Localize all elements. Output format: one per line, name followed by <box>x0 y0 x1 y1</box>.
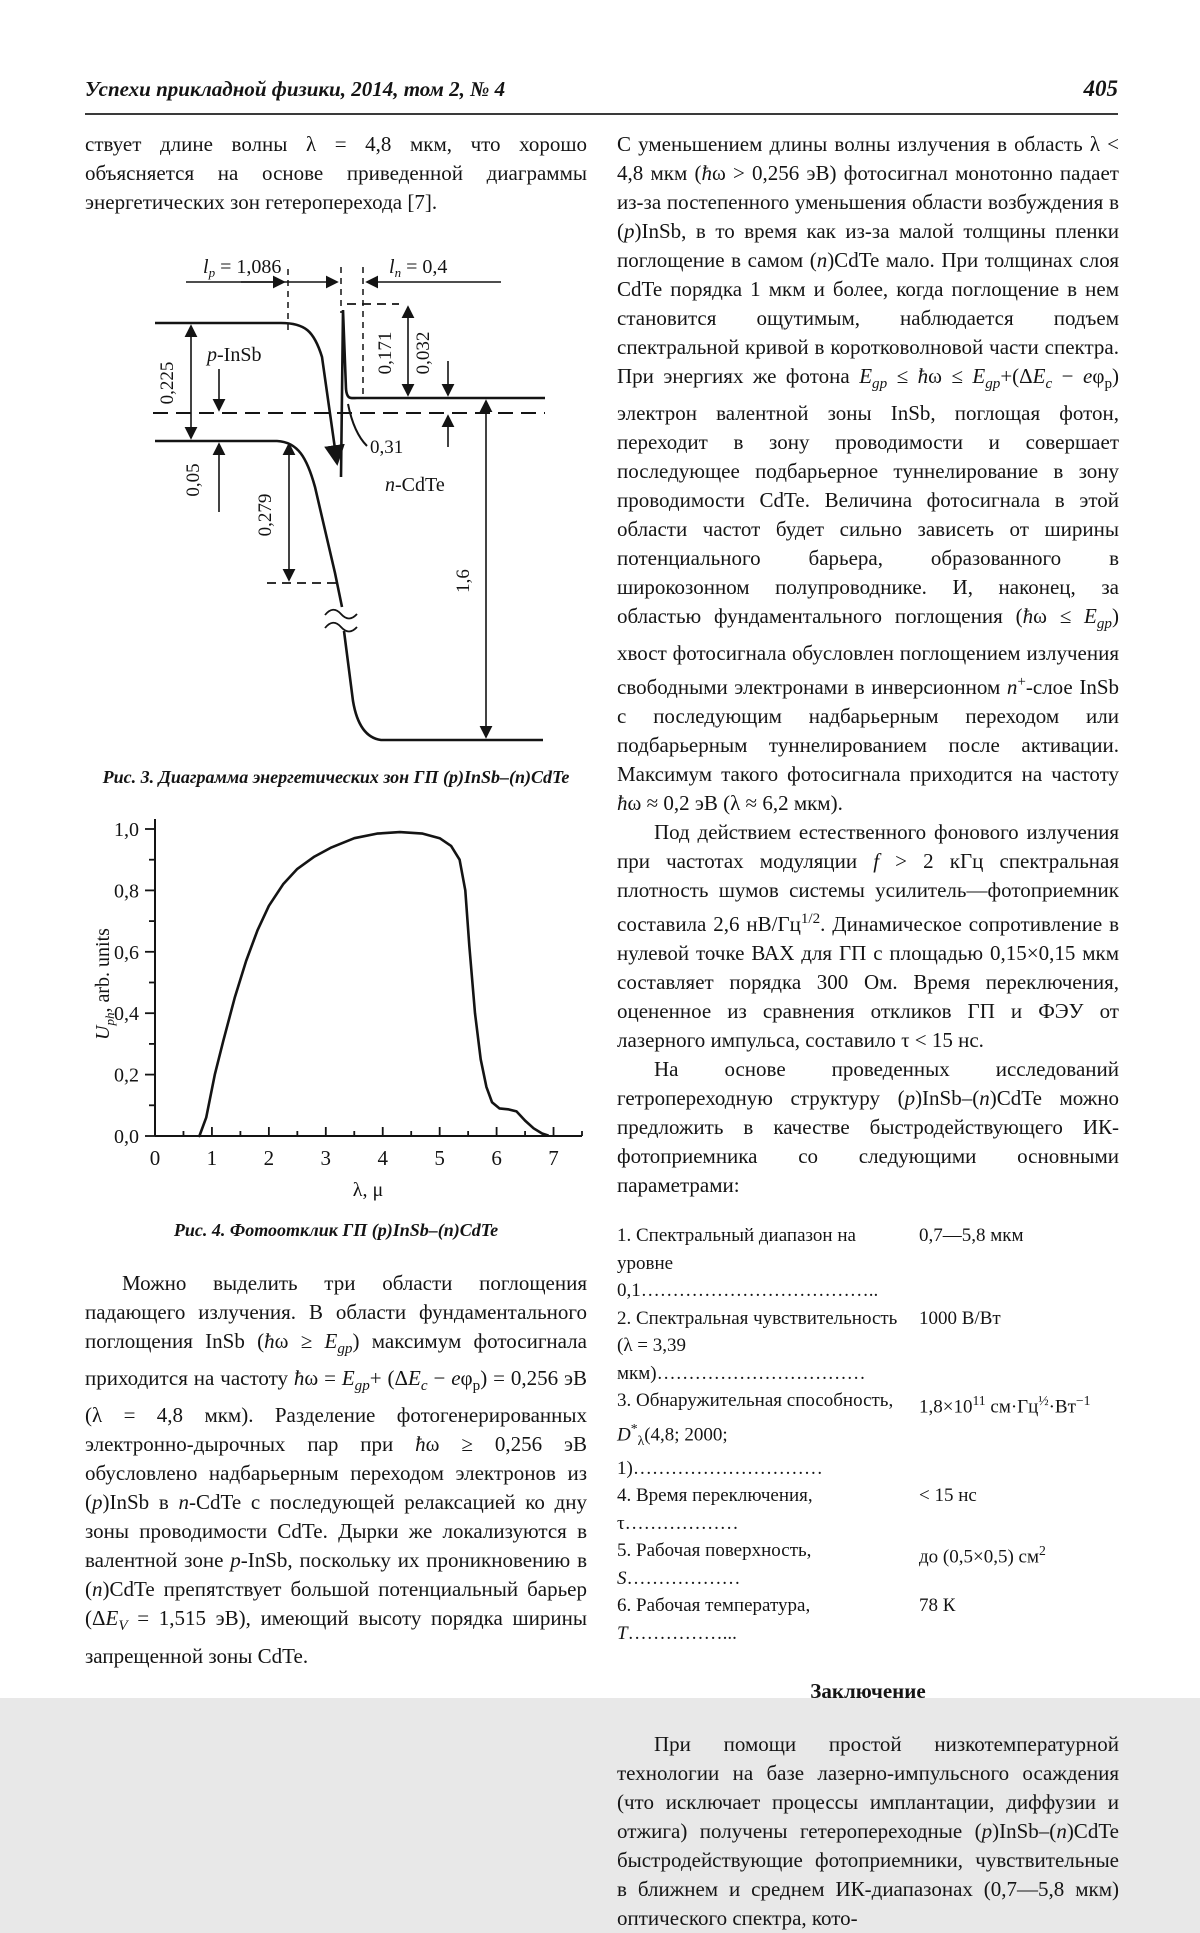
region-label-n-cdte: n-CdTe <box>385 474 445 496</box>
param-label: 3. Обнаружительная способность, $D^*_\lambda(4,8$; 2000; 1)………………………… <box>617 1390 894 1479</box>
param-row <box>617 1387 1119 1482</box>
two-column-layout <box>85 130 1119 1933</box>
tick-label: 0,4 <box>114 1003 139 1026</box>
paragraph-proposal: На основе проведенных исследований гетропереходную структуру (p)InSb–(n)CdTe можно предложить в качестве быстродействующего ИК-фотоприемника со следующими основными параметрами: <box>617 1057 1119 1198</box>
parameters-list <box>617 1222 1119 1647</box>
param-label: 5. Рабочая поверхность, S……………… <box>617 1540 812 1589</box>
tick-label: 0 <box>149 1146 161 1170</box>
tick-label: 5 <box>434 1146 445 1170</box>
header-rule <box>85 113 1118 115</box>
param-label: 1. Спектральный диапазон на уровне 0,1……………………………….. <box>617 1225 879 1302</box>
chart-ticks-and-curve <box>114 819 582 1170</box>
fig4-caption: Рис. 4. Фотоотклик ГП (p)InSb–(n)CdTe <box>173 1220 499 1240</box>
conclusion-heading: Заключение <box>810 1679 926 1703</box>
left-column <box>85 130 587 1933</box>
param-value: 1000 В/Вт <box>919 1307 1001 1329</box>
axis-break-tilde-bottom <box>325 623 357 632</box>
param-value: 78 К <box>919 1595 956 1616</box>
param-row <box>617 1592 1119 1647</box>
tick-label: 0,0 <box>114 1126 139 1148</box>
photoresponse-curve <box>199 832 547 1136</box>
conclusion-paragraph: При помощи простой низкотемпературной технологии на базе лазерно-импульсного осаждения (что исключает процессы имплантации, диффузии и отжига) получены гетеропереходные (p)InSb–(n)CdTe быстродействующие фотоприемники, чувствительные в ближнем и среднем ИК-диапазонах (0,7—5,8 мкм) оптического спектра, кото- <box>617 1732 1119 1930</box>
band-diagram-svg <box>141 231 581 751</box>
journal-title: Успехи прикладной физики, 2014, том 2, № 4 <box>85 77 506 101</box>
param-label: 2. Спектральная чувствительность (λ = 3,39 мкм)…………………………… <box>617 1307 898 1384</box>
dim-0225-label: 0,225 <box>157 361 178 405</box>
figure-4 <box>85 804 587 1209</box>
tick-label: 6 <box>491 1146 502 1170</box>
paragraph-short-wavelength: С уменьшением длины волны излучения в область λ < 4,8 мкм (ħω > 0,256 эВ) фотосигнал монотонно падает из-за постепенного уменьшения области возбуждения в (p)InSb, в то время как из-за малой толщины пленки поглощение в самом (n)CdTe мало. При толщинах слоя CdTe порядка 1 мкм и более, когда поглощение в нем становится ощутимым, наблюдается подъем спектральной кривой в коротковолновой части спектра. При энергиях же фотона $E_{gp}$ ≤ ħω ≤ $E_{gp}+(\Delta E_c - e\varphi_p)$ электрон валентной зоны InSb, поглощая фотон, переходит в зону проводимости и совершает последующее подбарьерное туннелирование в зону проводимости CdTe. Величина фотосигнала в этой области частот будет сильно зависеть от ширины потенциального барьера, образованного в широкозонном полупроводнике. И, наконец, за областью фундаментального поглощения (ħω ≤ $E_{gp}$) хвост фотосигнала обусловлен поглощением излучения свободными электронами в инверсионном n+-слое InSb с последующим надбарьерным переходом или подбарьерным туннелированием после активации. Максимум такого фотосигнала приходится на частоту ħω ≈ 0,2 эВ (λ ≈ 6,2 мкм). <box>617 132 1119 816</box>
tick-label: 1 <box>206 1146 218 1170</box>
dim-0032-label: 0,032 <box>413 331 434 375</box>
page-header <box>85 76 1118 102</box>
param-row <box>617 1482 1119 1537</box>
interface-notch-curve <box>348 404 367 446</box>
dim-031-label: 0,31 <box>370 437 404 458</box>
tick-label: 7 <box>548 1146 559 1170</box>
y-axis-title: $U_{ph}$, arb. units <box>92 928 117 1040</box>
param-row <box>617 1305 1119 1388</box>
right-column <box>617 130 1119 1933</box>
dim-0171-label: 0,171 <box>375 331 396 375</box>
dim-005-label: 0,05 <box>183 463 204 497</box>
axis-break-tilde-top <box>325 610 357 619</box>
tick-label: 2 <box>263 1146 275 1170</box>
param-row <box>617 1222 1119 1305</box>
tick-label: 0,6 <box>114 941 139 964</box>
tick-label: 0,2 <box>114 1064 139 1087</box>
param-row <box>617 1537 1119 1592</box>
region-label-p-insb: p-InSb <box>207 344 262 366</box>
paragraph-noise-density: Под действием естественного фонового излучения при частотах модуляции f > 2 кГц спектральная плотность шумов системы усилитель—фотоприемник составила 2,6 $нВ/Гц^{1/2}$. Динамическое сопротивление в нулевой точке ВАХ для ГП с площадью 0,15×0,15 мкм составляет порядка 300 Ом. Время переключения, оцененное из сравнения откликов ГП и ФЭУ от лазерного импульса, составило τ < 15 нс. <box>617 820 1119 1053</box>
x-axis-title: λ, μ <box>352 1179 384 1201</box>
paragraph-continuation: ствует длине волны λ = 4,8 мкм, что хорошо объясняется на основе приведенной диаграммы энергетических зон гетероперехода [7]. <box>85 132 587 214</box>
param-value: 0,7—5,8 мкм <box>919 1225 1024 1247</box>
ln-label: $l_n = 0,4$ <box>389 256 448 280</box>
paragraph-absorption-regions: Можно выделить три области поглощения падающего излучения. В области фундаментального поглощения InSb (ħω ≥ $E_{gp}$) максимум фотосигнала приходится на частоту ħω = $E_{gp}+ (\Delta E_c - e\varphi_p) = 0,256$ эВ (λ = 4,8 мкм). Разделение фотогенерированных электронно-дырочных пар при ħω ≥ 0,256 эВ обусловлено надбарьерным переходом электронов из (p)InSb в n-CdTe с последующей релаксацией ко дну зоны проводимости CdTe. Дырки же локализуются в валентной зоне p-InSb, поскольку их проникновению в (n)CdTe препятствует большой потенциальный барьер ($\Delta E_V = 1,515$ эВ), имеющий высоту порядка ширины запрещенной зоны CdTe. <box>85 1271 587 1668</box>
param-label: 6. Рабочая температура, Т……………... <box>617 1595 811 1644</box>
param-value: до (0,5×0,5) $см^2$ <box>919 1543 1046 1568</box>
figure-3 <box>141 231 587 756</box>
photoresponse-chart-svg <box>85 804 590 1204</box>
dim-0279-label: 0,279 <box>255 493 276 537</box>
page-number: 405 <box>1083 76 1118 101</box>
tick-label: 3 <box>320 1146 332 1170</box>
param-value: $1,8\times 10^{11}$ $см\cdot Гц^{\frac{1}{2}}\cdot Вт^{-1}$ <box>919 1393 1091 1418</box>
lp-label: $l_p = 1,086$ <box>203 256 282 280</box>
param-value: < 15 нс <box>919 1485 977 1506</box>
fig3-caption: Рис. 3. Диаграмма энергетических зон ГП (p)InSb–(n)CdTe <box>102 767 570 787</box>
param-label: 4. Время переключения, τ……………… <box>617 1485 813 1534</box>
tick-label: 0,8 <box>114 880 139 903</box>
valence-band-cdte <box>344 631 543 740</box>
tick-label: 4 <box>377 1146 388 1170</box>
dim-16-label: 1,6 <box>453 569 474 593</box>
tick-label: 1,0 <box>114 819 139 841</box>
